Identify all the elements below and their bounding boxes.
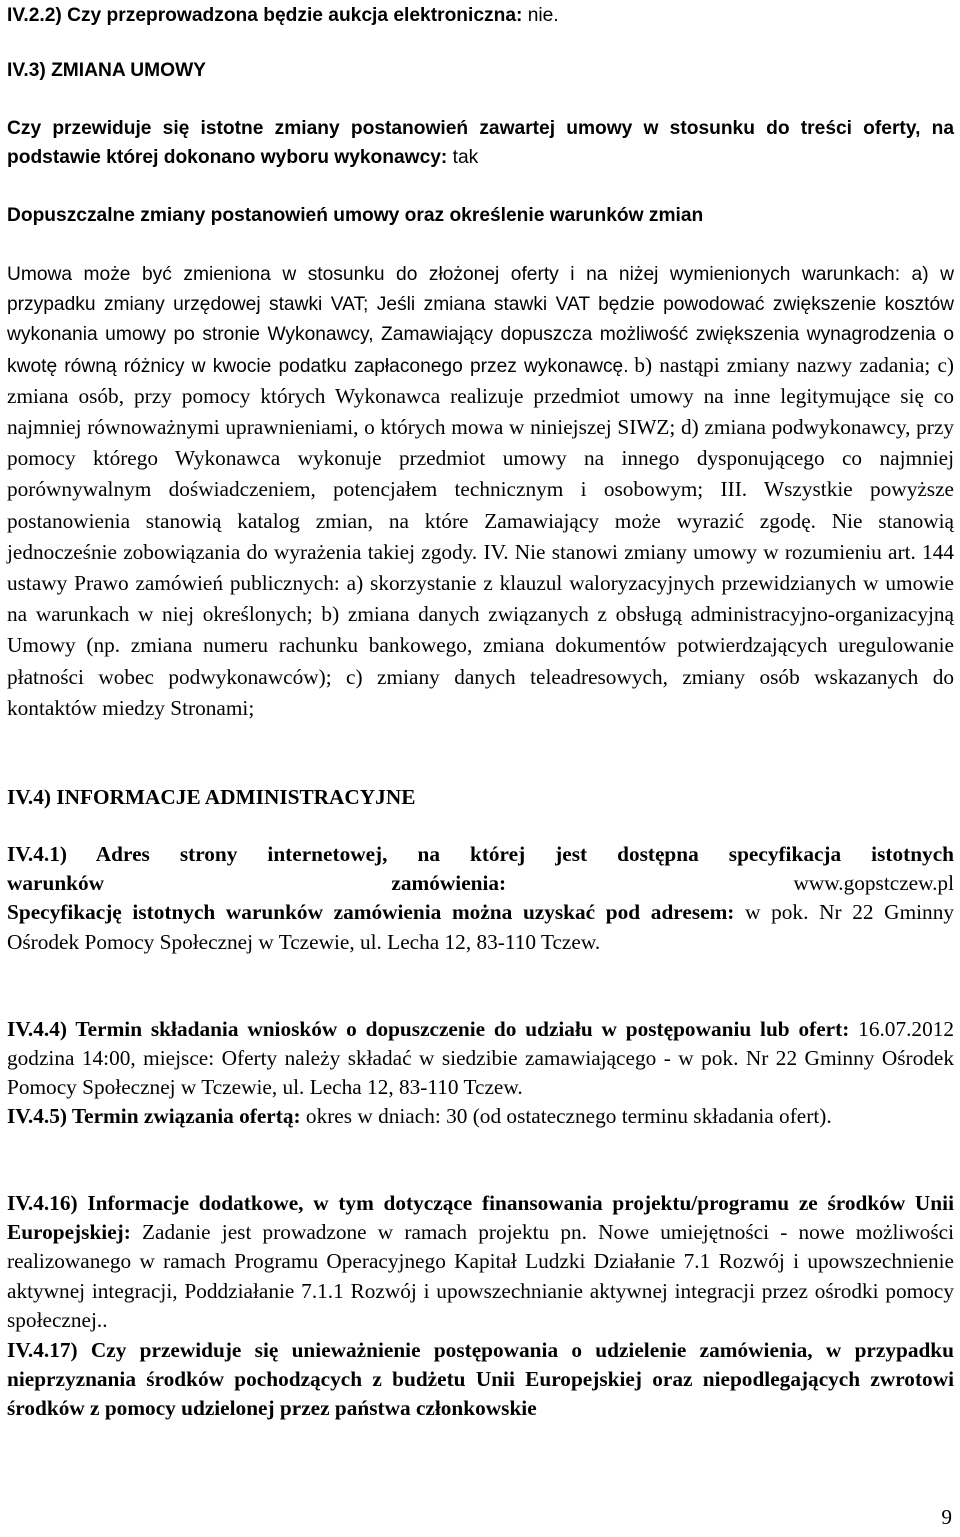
spec-address-label: Specyfikację istotnych warunków zamówienia można uzyskać pod adresem: bbox=[7, 900, 735, 925]
website-url[interactable]: www.gopstczew.pl bbox=[793, 871, 954, 896]
additional-info-value: Zadanie jest prowadzone w ramach projektu pn. Nowe umiejętności - nowe możliwości realizowanego w ramach Programu Operacyjnego Kapitał Ludzki Działanie 7.1 Rozwój i upowszechnienie aktywnej integracji, Poddziałanie 7.1.1 Rozwój i upowszechnianie aktywnej integracji przez ośrodki pomocy społecznej.. bbox=[7, 1220, 954, 1332]
website-label-word1: warunków bbox=[7, 871, 105, 896]
electronic-auction-line bbox=[7, 2, 954, 30]
spec-address bbox=[7, 898, 954, 956]
offer-deadline bbox=[7, 1015, 954, 1103]
binding-period-value: okres w dniach: 30 (od ostatecznego terminu składania ofert). bbox=[305, 1104, 832, 1128]
allowed-changes-heading: Dopuszczalne zmiany postanowień umowy oraz określenie warunków zmian bbox=[7, 205, 704, 226]
additional-info bbox=[7, 1189, 954, 1335]
contract-change-question-text: Czy przewiduje się istotne zmiany postanowień zawartej umowy w stosunku do treści oferty, na podstawie której dokonano wyboru wykonawcy: bbox=[7, 118, 954, 169]
contract-change-answer: tak bbox=[452, 147, 479, 169]
offer-deadline-label: IV.4.4) Termin składania wniosków o dopuszczenie do udziału w postępowaniu lub ofert: bbox=[7, 1017, 850, 1041]
website-label-word2: zamówienia: bbox=[391, 871, 507, 896]
cancellation-question: IV.4.17) Czy przewiduje się unieważnienie postępowania o udzielenie zamówienia, w przypadku nieprzyznania środków pochodzących z budżetu Unii Europejskiej oraz niepodlegających zwrotowi środków z pomocy udzielonej przez państwa członkowskie bbox=[7, 1338, 954, 1421]
contract-change-question bbox=[7, 114, 954, 172]
spec-address-value: w pok. Nr 22 Gminny Ośrodek Pomocy Społecznej w Tczewie, ul. Lecha 12, 83-110 Tczew. bbox=[7, 900, 954, 954]
binding-period bbox=[7, 1102, 954, 1131]
website-label-line2 bbox=[7, 869, 954, 898]
contract-change-heading: IV.3) ZMIANA UMOWY bbox=[7, 60, 206, 81]
binding-period-label: IV.4.5) Termin związania ofertą: bbox=[7, 1104, 301, 1128]
allowed-changes-body-sans: Umowa może być zmieniona w stosunku do złożonej oferty i na niżej wymienionych warunkach: a) w przypadku zmiany urzędowej stawki VAT; Jeśli zmiana stawki VAT będzie powodować zwiększenie kosztów wykonania umowy po stronie Wykonawcy, Zamawiający dopuszcza możliwość zwiększenia wynagrodzenia o kwotę równą różnicy w kwocie podatku zapłaconego przez wykonawcę. bbox=[7, 264, 954, 377]
admin-info-heading: IV.4) INFORMACJE ADMINISTRACYJNE bbox=[7, 785, 416, 809]
allowed-changes-body bbox=[7, 260, 954, 725]
electronic-auction-value: nie. bbox=[527, 5, 559, 26]
offer-deadline-value: 16.07.2012 godzina 14:00, miejsce: Oferty należy składać w siedzibie zamawiającego - w pok. Nr 22 Gminny Ośrodek Pomocy Społecznej w Tczewie, ul. Lecha 12, 83-110 Tczew. bbox=[7, 1017, 955, 1100]
page-number: 9 bbox=[941, 1505, 952, 1529]
website-block bbox=[7, 840, 954, 957]
allowed-changes-body-serif: b) nastąpi zmiany nazwy zadania; c) zmiana osób, przy pomocy których Wykonawca realizuje przedmiot umowy na inne legitymujące się co najmniej równoważnymi uprawnieniami, o których mowa w niniejszej SIWZ; d) zmiana podwykonawcy, przy pomocy którego Wykonawca wykonuje przedmiot umowy na innego dysponującego co najmniej porównywalnym doświadczeniem, potencjałem technicznym i osobowym; III. Wszystkie powyższe postanowienia stanowią katalog zmian, na które Zamawiający może wyrazić zgodę. Nie stanowią jednocześnie zobowiązania do wyrażenia takiej zgody. IV. Nie stanowi zmiany umowy w rozumieniu art. 144 ustawy Prawo zamówień publicznych: a) skorzystanie z klauzul waloryzacyjnych przewidzianych w umowie na warunkach w niej określonych; b) zmiana danych związanych z obsługą administracyjno-organizacyjną Umowy (np. zmiana numeru rachunku bankowego, zmiana dokumentów potwierdzających uregulowanie płatności wobec podwykonawców); c) zmiany danych teleadresowych, zmiany osób wskazanych do kontaktów miedzy Stronami; bbox=[7, 352, 955, 720]
website-label-line1: IV.4.1) Adres strony internetowej, na której jest dostępna specyfikacja istotnych bbox=[7, 842, 954, 866]
electronic-auction-label: IV.2.2) Czy przeprowadzona będzie aukcja elektroniczna: bbox=[7, 5, 523, 26]
additional-info-label: IV.4.16) Informacje dodatkowe, w tym dotyczące finansowania projektu/programu ze środków Unii Europejskiej: bbox=[7, 1191, 954, 1245]
